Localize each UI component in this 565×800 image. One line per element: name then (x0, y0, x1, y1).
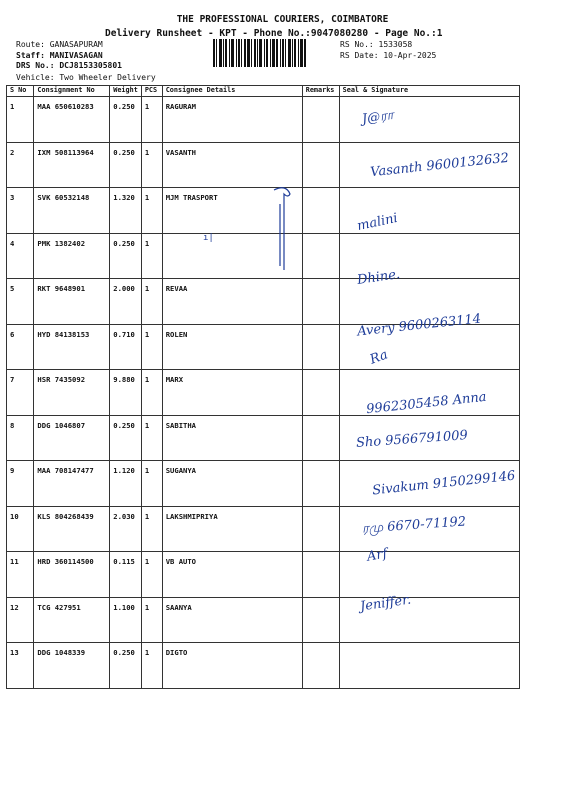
weight: 0.250 (110, 233, 142, 279)
consignee-name: MARX (162, 370, 302, 416)
consignment-number: RKT 9648901 (34, 279, 110, 325)
weight: 0.250 (110, 97, 142, 143)
consignment-number: IXM 508113964 (34, 142, 110, 188)
pieces: 1 (141, 461, 162, 507)
consignment-number: PMK 1382402 (34, 233, 110, 279)
col-weight: Weight (110, 86, 142, 97)
company-title: THE PROFESSIONAL COURIERS, COIMBATORE (176, 14, 389, 25)
handwritten-signature: Avery 9600263114 (356, 311, 482, 340)
pieces: 1 (141, 415, 162, 461)
weight: 2.000 (110, 279, 142, 325)
signature-cell (339, 643, 519, 689)
table-row (7, 324, 520, 370)
consignee-name: VB AUTO (162, 552, 302, 598)
weight: 0.250 (110, 142, 142, 188)
remarks-cell (302, 370, 339, 416)
row-sno: 6 (7, 324, 34, 370)
consignee-name: ROLEN (162, 324, 302, 370)
row-sno: 9 (7, 461, 34, 507)
runsheet-table (6, 85, 520, 689)
remarks-cell (302, 324, 339, 370)
weight: 1.320 (110, 188, 142, 234)
consignee-name: VASANTH (162, 142, 302, 188)
consignee-name: SABITHA (162, 415, 302, 461)
remarks-cell (302, 552, 339, 598)
row-sno: 3 (7, 188, 34, 234)
consignment-number: MAA 708147477 (34, 461, 110, 507)
remarks-cell (302, 142, 339, 188)
weight: 0.250 (110, 415, 142, 461)
remarks-cell (302, 415, 339, 461)
col-signature: Seal & Signature (339, 86, 519, 97)
handwritten-signature: malini (355, 210, 400, 235)
weight: 9.880 (110, 370, 142, 416)
weight: 1.100 (110, 597, 142, 643)
remarks-cell (302, 506, 339, 552)
row-sno: 5 (7, 279, 34, 325)
consignment-number: KLS 804268439 (34, 506, 110, 552)
row-sno: 13 (7, 643, 34, 689)
pieces: 1 (141, 506, 162, 552)
pieces: 1 (141, 97, 162, 143)
consignee-name: RAGURAM (162, 97, 302, 143)
pieces: 1 (141, 643, 162, 689)
row-sno: 8 (7, 415, 34, 461)
pieces: 1 (141, 597, 162, 643)
consignment-number: MAA 650610283 (34, 97, 110, 143)
table-row (7, 188, 520, 234)
row-sno: 11 (7, 552, 34, 598)
consignment-number: DDG 1048339 (34, 643, 110, 689)
handwritten-signature: Sivakum 9150299146 (371, 468, 516, 499)
row-sno: 12 (7, 597, 34, 643)
consignee-name: REVAA (162, 279, 302, 325)
table-row (7, 597, 520, 643)
table-row (7, 552, 520, 598)
consignee-name: SUGANYA (162, 461, 302, 507)
route: Route: GANASAPURAM (16, 40, 103, 49)
hand-mark-tick: ı| (203, 233, 214, 243)
consignment-number: HRD 360114500 (34, 552, 110, 598)
meta-left (16, 40, 122, 72)
remarks-cell (302, 233, 339, 279)
row-sno: 1 (7, 97, 34, 143)
consignment-number: HYD 84138153 (34, 324, 110, 370)
row-sno: 7 (7, 370, 34, 416)
pieces: 1 (141, 142, 162, 188)
handwritten-signature: ரமு 6670-71192 (361, 514, 467, 537)
staff: Staff: MANIVASAGAN (16, 50, 103, 60)
pieces: 1 (141, 233, 162, 279)
consignment-number: SVK 60532148 (34, 188, 110, 234)
remarks-cell (302, 597, 339, 643)
weight: 2.030 (110, 506, 142, 552)
remarks-cell (302, 97, 339, 143)
consignee-name: MJM TRASPORT (162, 188, 302, 234)
handwritten-signature: J@ரா (361, 107, 395, 128)
remarks-cell (302, 279, 339, 325)
remarks-cell (302, 461, 339, 507)
pieces: 1 (141, 188, 162, 234)
table-header-row (7, 86, 520, 97)
runsheet-subtitle: Delivery Runsheet - KPT - Phone No.:9047080280 - Page No.:1 (105, 28, 443, 39)
handwritten-signature: 9962305458 Anna (365, 389, 488, 418)
table-row (7, 643, 520, 689)
pieces: 1 (141, 552, 162, 598)
handwritten-signature: Dhine. (356, 267, 401, 288)
row-sno: 10 (7, 506, 34, 552)
table-row (7, 233, 520, 279)
signature-cell (339, 552, 519, 598)
handwritten-signature: Arf (365, 546, 389, 565)
weight: 1.120 (110, 461, 142, 507)
pieces: 1 (141, 370, 162, 416)
consignment-number: HSR 7435092 (34, 370, 110, 416)
consignment-number: DDG 1046807 (34, 415, 110, 461)
consignee-name: LAKSHMIPRIYA (162, 506, 302, 552)
barcode (213, 39, 331, 67)
handwritten-signature: Ra (367, 347, 390, 368)
weight: 0.710 (110, 324, 142, 370)
hand-mark-bracket (268, 184, 298, 274)
table-row (7, 97, 520, 143)
pieces: 1 (141, 279, 162, 325)
col-sno: S No (7, 86, 34, 97)
consignee-name: DIGTO (162, 643, 302, 689)
row-sno: 2 (7, 142, 34, 188)
rs-number: RS No.: 1533058 (340, 40, 413, 49)
drs-number: DRS No.: DCJ8153305801 (16, 61, 122, 70)
consignee-name: SAANYA (162, 597, 302, 643)
meta-right (340, 40, 436, 61)
vehicle: Vehicle: Two Wheeler Delivery (16, 73, 156, 82)
remarks-cell (302, 643, 339, 689)
rs-date: RS Date: 10-Apr-2025 (340, 50, 437, 60)
handwritten-signature: Jeniffer. (359, 592, 413, 615)
consignment-number: TCG 427951 (34, 597, 110, 643)
handwritten-signature: Sho 9566791009 (355, 428, 469, 451)
handwritten-signature: Vasanth 9600132632 (369, 150, 510, 181)
weight: 0.115 (110, 552, 142, 598)
pieces: 1 (141, 324, 162, 370)
remarks-cell (302, 188, 339, 234)
col-remarks: Remarks (302, 86, 339, 97)
col-consignment: Consignment No (34, 86, 110, 97)
col-pcs: PCS (141, 86, 162, 97)
weight: 0.250 (110, 643, 142, 689)
col-consignee: Consignee Details (162, 86, 302, 97)
row-sno: 4 (7, 233, 34, 279)
